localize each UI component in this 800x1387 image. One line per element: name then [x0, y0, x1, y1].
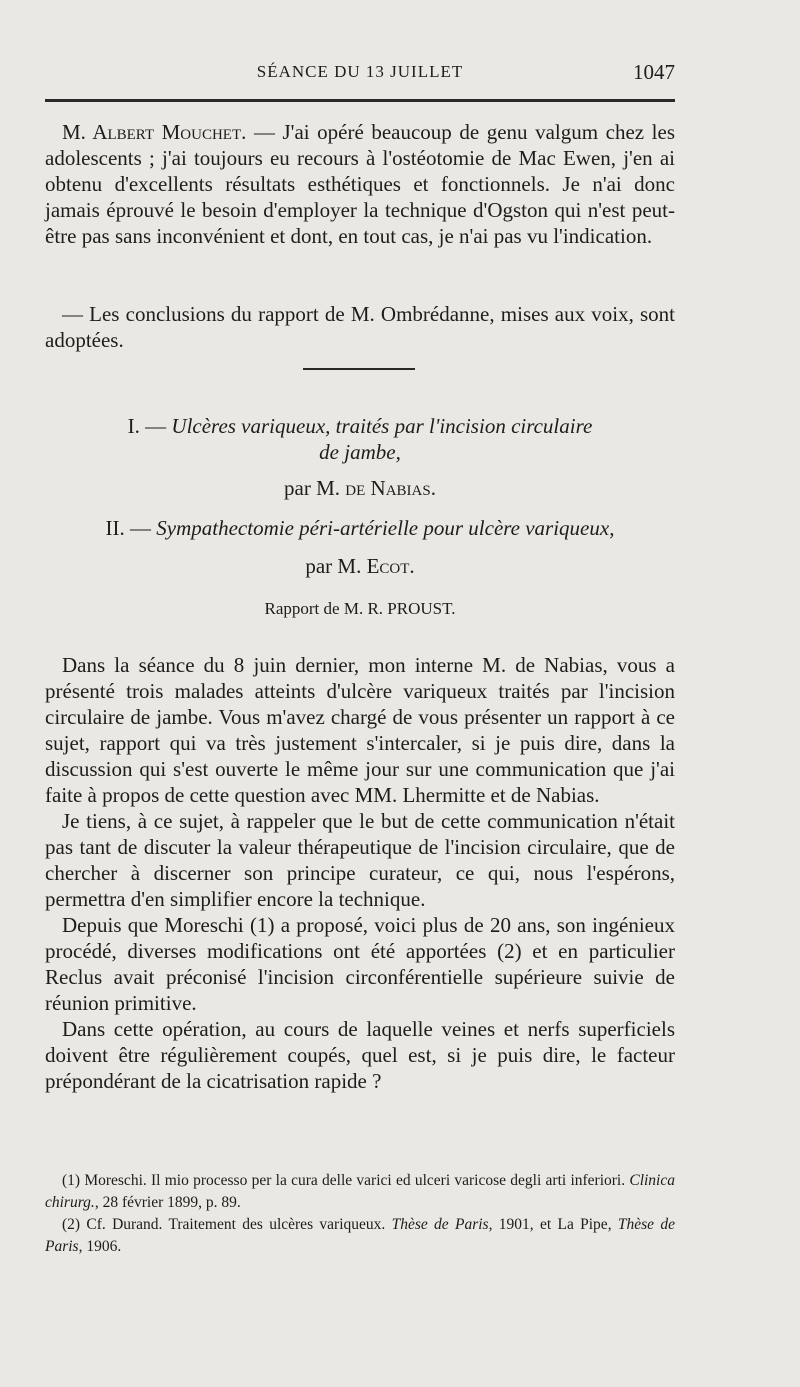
section-divider: [303, 368, 415, 370]
footnote-1-text: (1) Moreschi. Il mio processo per la cura delle varici ed ulceri varicose degli arti inferiori.: [62, 1172, 630, 1189]
conclusion-paragraph: — Les conclusions du rapport de M. Ombrédanne, mises aux voix, sont adoptées.: [45, 302, 675, 352]
report-attribution: Rapport de M. R. PROUST.: [264, 599, 456, 618]
footnote-2: [45, 1214, 675, 1258]
footnote-1-end: , 28 février 1899, p. 89.: [94, 1194, 241, 1211]
section-one-author-name: de Nabias.: [345, 476, 436, 500]
section-one-author-prefix: par M.: [284, 476, 346, 500]
report-paragraph-2: Je tiens, à ce sujet, à rappeler que le but de cette communication n'était pas tant de discuter la valeur thérapeutique de l'incision circulaire, que de chercher à discerner son principe curateur, ce qui, nous l'espérons, permettra d'en simplifier encore la technique.: [45, 809, 675, 911]
running-title: SÉANCE DU 13 JUILLET: [256, 62, 464, 81]
running-header: [45, 58, 675, 88]
header-rule: [45, 99, 675, 102]
report-paragraph-4: Dans cette opération, au cours de laquelle veines et nerfs superficiels doivent être régulièrement coupés, quel est, si je puis dire, le facteur prépondérant de la cicatrisation rapide ?: [45, 1017, 675, 1093]
section-two-title-text: Sympathectomie péri-artérielle pour ulcère variqueux,: [156, 516, 615, 540]
section-one-author: [45, 475, 675, 501]
section-two-title: [45, 515, 675, 541]
intro-paragraph: [45, 119, 675, 249]
section-one-title-line2: de jambe,: [319, 440, 401, 464]
conclusion-block: [45, 301, 675, 353]
section-one-title: [45, 413, 675, 465]
section-one-numeral: I. —: [127, 414, 167, 438]
footnote-2-mid: , 1901, et La Pipe,: [488, 1216, 618, 1233]
footnote-2-thesis-1: Thèse de Paris: [391, 1216, 489, 1233]
section-two-numeral: II. —: [105, 516, 152, 540]
footnote-2-thesis-2: Thèse de Paris: [45, 1216, 675, 1255]
speaker-name: M. Albert Mouchet.: [62, 120, 247, 144]
report-paragraph-3: Depuis que Moreschi (1) a proposé, voici plus de 20 ans, son ingénieux procédé, diverses modifications ont été apportées (2) et en particulier Reclus avait préconisé l'incision circonférentielle supérieure suivie de réunion primitive.: [45, 913, 675, 1015]
report-paragraph-1: Dans la séance du 8 juin dernier, mon interne M. de Nabias, vous a présenté trois malades atteints d'ulcère variqueux traités par l'incision circulaire de jambe. Vous m'avez chargé de vous présenter un rapport à ce sujet, rapport qui va très justement s'intercaler, si je puis dire, dans la discussion qui s'est ouverte le même jour sur une communication que j'ai faite à propos de cette question avec MM. Lhermitte et de Nabias.: [45, 653, 675, 807]
section-two-author-prefix: par M.: [305, 554, 367, 578]
section-two-author: [45, 553, 675, 579]
section-one-title-line1: Ulcères variqueux, traités par l'incision circulaire: [171, 414, 593, 438]
footnote-2-end: , 1906.: [78, 1238, 122, 1255]
page-number: 1047: [633, 60, 675, 84]
footnote-1-journal: Clinica chirurg.: [45, 1172, 675, 1211]
section-two-author-name: Ecot.: [366, 554, 415, 578]
footnote-2-text: (2) Cf. Durand. Traitement des ulcères variqueux.: [62, 1216, 392, 1233]
report-body: [45, 652, 675, 1094]
footnote-1: [45, 1170, 675, 1214]
intro-paragraph-block: [45, 119, 675, 249]
footnotes: [45, 1170, 675, 1258]
intro-text: — J'ai opéré beaucoup de genu valgum chez les adolescents ; j'ai toujours eu recours à l'ostéotomie de Mac Ewen, j'en ai obtenu d'excellents résultats esthétiques et fonctionnels. Je n'ai donc jamais éprouvé le besoin d'employer la technique d'Ogston qui n'est peut-être pas sans inconvénient et dont, en tout cas, je n'ai pas vu l'indication.: [45, 120, 675, 248]
